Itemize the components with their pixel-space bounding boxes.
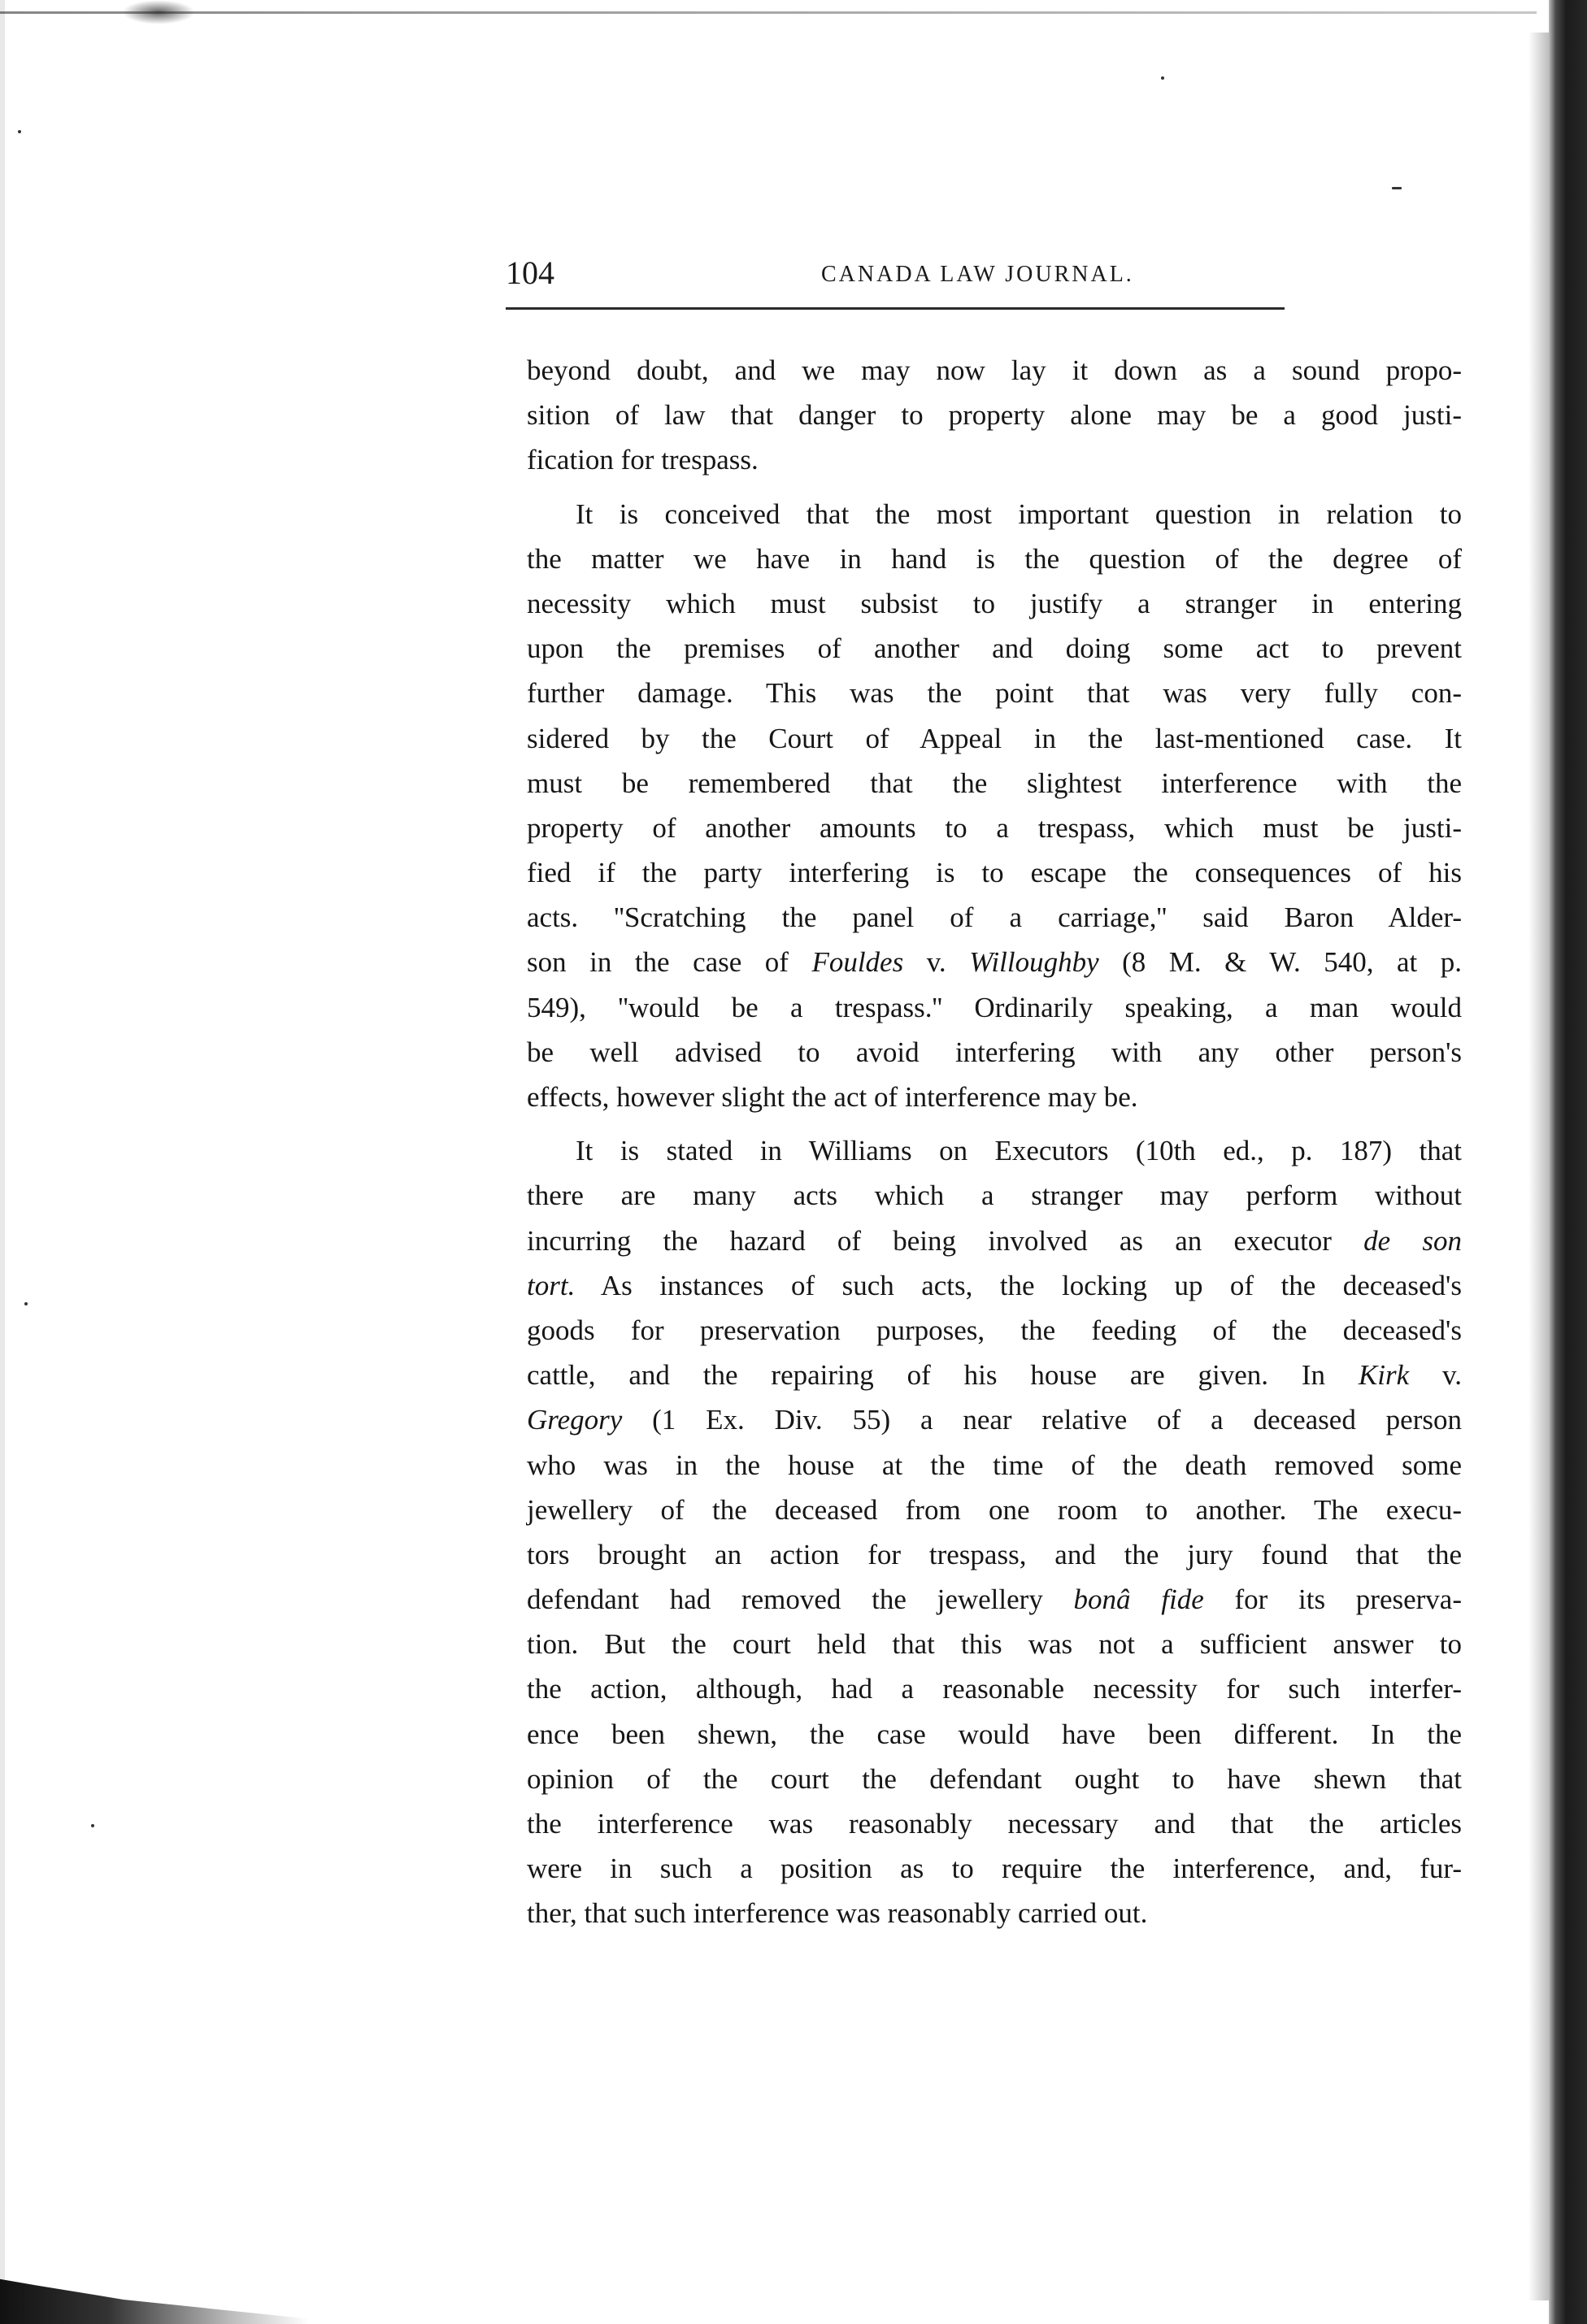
running-header [506, 250, 1285, 299]
text-line: the action, although, had a reasonable necessity for such interfer- [527, 1673, 1462, 1705]
text-line: cattle, and the repairing of his house are given. In Kirk v. [527, 1359, 1462, 1392]
scan-top-rule [0, 11, 1537, 14]
text-line: there are many acts which a stranger may perform without [527, 1179, 1462, 1212]
text-line: Gregory (1 Ex. Div. 55) a near relative of a deceased person [527, 1404, 1462, 1436]
page-number: 104 [506, 254, 554, 291]
scan-left-edge [0, 0, 5, 2324]
text-line: jewellery of the deceased from one room to another. The execu- [527, 1493, 1462, 1526]
text-line: tors brought an action for trespass, and the jury found that the [527, 1538, 1462, 1570]
scan-right-shadow [1528, 33, 1550, 2300]
text-line: fication for trespass. [527, 444, 759, 476]
scan-speck [24, 1302, 28, 1305]
text-line: son in the case of Fouldes v. Willoughby (8 M. & W. 540, at p. [527, 946, 1463, 979]
header-rule [506, 307, 1285, 310]
text-line: It is conceived that the most important question in relation to [576, 497, 1462, 530]
article-body [527, 348, 1462, 1936]
scan-right-edge [1549, 0, 1587, 2324]
paragraph-1 [527, 348, 1462, 483]
text-line: upon the premises of another and doing some act to prevent [527, 632, 1462, 665]
text-line: ence been shewn, the case would have been different. In the [527, 1718, 1462, 1750]
text-line: acts. ''Scratching the panel of a carriage,'' said Baron Alder- [527, 901, 1462, 934]
scan-speck [18, 130, 21, 133]
text-line: ther, that such interference was reasonably carried out. [527, 1897, 1148, 1930]
scan-speck [91, 1824, 94, 1827]
text-line: sition of law that danger to property alone may be a good justi- [527, 399, 1462, 432]
text-line: fied if the party interfering is to escape the consequences of his [527, 857, 1462, 889]
paragraph-2 [527, 492, 1462, 1120]
text-line: effects, however slight the act of interference may be. [527, 1081, 1138, 1113]
text-line: further damage. This was the point that was very fully con- [527, 677, 1462, 710]
text-line: must be remembered that the slightest interference with the [527, 767, 1462, 799]
scan-speck [1161, 76, 1164, 80]
text-line: beyond doubt, and we may now lay it down as a sound propo- [527, 354, 1462, 386]
text-line: be well advised to avoid interfering with any other person's [527, 1036, 1462, 1068]
scan-speck [1392, 187, 1402, 189]
text-line: 549), ''would be a trespass.'' Ordinarily speaking, a man would [527, 991, 1462, 1023]
scan-corner-mark [122, 0, 195, 24]
text-line: the matter we have in hand is the question of the degree of [527, 542, 1462, 575]
text-line: It is stated in Williams on Executors (10th ed., p. 187) that [576, 1135, 1462, 1167]
text-line: goods for preservation purposes, the feeding of the deceased's [527, 1314, 1462, 1346]
paragraph-3 [527, 1128, 1462, 1935]
scan-bottom-smudge [0, 2260, 309, 2324]
journal-title: CANADA LAW JOURNAL. [821, 262, 1134, 287]
text-line: the interference was reasonably necessary and that the articles [527, 1808, 1462, 1840]
text-line: sidered by the Court of Appeal in the last-mentioned case. It [527, 722, 1462, 754]
text-line: incurring the hazard of being involved as an executor de son [527, 1224, 1462, 1257]
text-line: opinion of the court the defendant ought to have shewn that [527, 1762, 1462, 1795]
text-line: were in such a position as to require the interference, and, fur- [527, 1853, 1462, 1885]
text-line: who was in the house at the time of the death removed some [527, 1449, 1462, 1481]
text-line: defendant had removed the jewellery bonâ fide for its preserva- [527, 1583, 1463, 1616]
text-line: tion. But the court held that this was not a sufficient answer to [527, 1628, 1462, 1661]
text-line: necessity which must subsist to justify a stranger in entering [527, 587, 1462, 619]
text-line: tort. As instances of such acts, the locking up of the deceased's [527, 1269, 1462, 1301]
text-line: property of another amounts to a trespass, which must be justi- [527, 811, 1462, 844]
